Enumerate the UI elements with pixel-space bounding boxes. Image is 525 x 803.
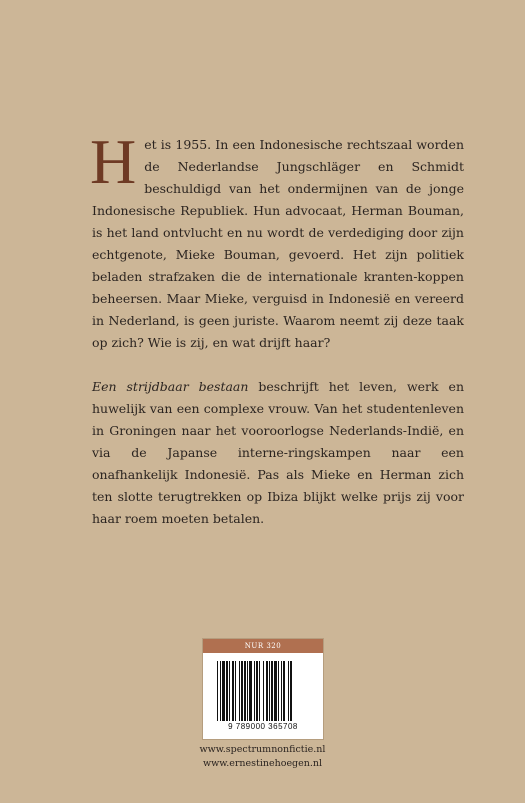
book-title-italic: Een strijdbaar bestaan [92, 379, 249, 394]
isbn-number: 9 789000 365708 [228, 722, 298, 731]
blurb-paragraph-2-text: beschrijft het leven, werk en huwelijk van een complexe vrouw. Van het studentenleven in Groningen naar het vooroorlogse Nederlands-Indië, en via de Japanse interne-ringskampen naar een onafhankelijk Indonesië. Pas als Mieke en Herman zich ten slotte terugtrekken op Ibiza blijkt welke prijs zij voor haar roem moeten betalen. [92, 379, 464, 526]
nur-code: NUR 320 [203, 639, 323, 653]
drop-cap: H [90, 126, 137, 197]
website-link-spectrum[interactable]: www.spectrumnonfictie.nl [199, 744, 326, 755]
blurb-paragraph-1 [90, 126, 464, 354]
isbn-barcode-block [202, 638, 324, 740]
blurb-paragraph-2 [92, 376, 464, 530]
website-link-author[interactable]: www.ernestinehoegen.nl [202, 758, 323, 769]
barcode-icon [217, 661, 309, 721]
blurb-paragraph-1-text: et is 1955. In een Indonesische rechtszaal worden de Nederlandse Jungschläger en Schmidt beschuldigd van het ondermijnen van de jonge Indonesische Republiek. Hun advocaat, Herman Bouman, is het land ontvlucht en nu wordt de verdediging door zijn echtgenote, Mieke Bouman, gevoerd. Het zijn politiek beladen strafzaken die de internationale kranten-koppen beheersen. Maar Mieke, verguisd in Indonesië en vereerd in Nederland, is geen juriste. Waarom neemt zij deze taak op zich? Wie is zij, en wat drijft haar? [92, 137, 464, 350]
back-cover-blurb [90, 126, 464, 530]
website-links [180, 743, 345, 771]
